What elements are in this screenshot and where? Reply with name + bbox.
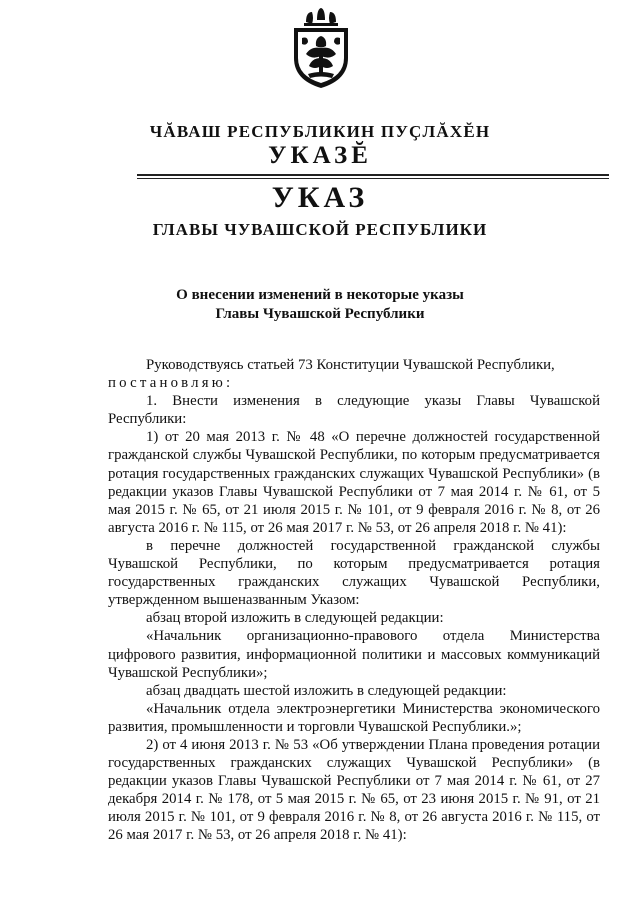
paragraph-quote-2: «Начальник отдела электроэнергетики Министерства экономического развития, промышленности и торговли Чувашской Республики.»; [108, 700, 600, 735]
header-chuvash-line2: УКАЗĔ [268, 142, 372, 169]
paragraph-amend-2: абзац второй изложить в следующей редакции: [146, 610, 444, 627]
paragraph-quote-1: «Начальник организационно-правового отдела Министерства цифрового развития, информационной политики и массовых коммуникаций Чувашской Республики»; [108, 628, 600, 681]
paragraph-preamble: Руководствуясь статьей 73 Конституции Чувашской Республики, [146, 357, 555, 373]
paragraph-amend-26: абзац двадцать шестой изложить в следующей редакции: [146, 682, 507, 699]
header-russian-line1: УКАЗ [271, 181, 369, 214]
header-chuvash-line1: ЧĂВАШ РЕСПУБЛИКИН ПУҪЛĂХĔН [149, 122, 491, 141]
paragraph-subitem-2: 2) от 4 июня 2013 г. № 53 «Об утверждении Плана проведения ротации государственных гражданских служащих Чувашской Республики» (в редакции указов Главы Чувашской Республики от 7 мая 2014 г. № 61, от 27 декабря 2014 г. № 178, от 5 мая 2015 г. № 65, от 23 июня 2015 г. № 91, от 21 июля 2015 г. № 101, от 9 февраля 2016 г. № 8, от 26 августа 2016 г. № 115, от 26 мая 2017 г. № 53, от 26 апреля 2018 г. № 41): [108, 736, 600, 844]
paragraph-list-intro: в перечне должностей государственной гражданской службы Чувашской Республики, по которым предусматривается ротация государственных гражданских служащих Чувашской Республики, утвержденном вышеназванным Указом: [108, 537, 600, 609]
paragraph-resolution: постановляю: [108, 375, 234, 392]
document-title-line1: О внесении изменений в некоторые указы [176, 287, 464, 303]
paragraph-subitem-1: 1) от 20 мая 2013 г. № 48 «О перечне должностей государственной гражданской службы Чувашской Республики, по которым предусматривается ротация государственных гражданских служащих Чувашской Республики» (в редакции указов Главы Чувашской Республики от 7 мая 2014 г. № 61, от 5 мая 2015 г. № 65, от 21 июля 2015 г. № 101, от 9 февраля 2016 г. № 8, от 26 августа 2016 г. № 115, от 26 мая 2017 г. № 53, от 26 апреля 2018 г. № 41): [108, 429, 600, 536]
paragraph-item-1: 1. Внести изменения в следующие указы Главы Чувашской Республики: [108, 393, 600, 428]
header-divider [137, 174, 609, 176]
document-title [0, 286, 640, 324]
document-body [108, 356, 600, 845]
header-russian-line2: ГЛАВЫ ЧУВАШСКОЙ РЕСПУБЛИКИ [152, 220, 488, 239]
header-divider-thin [137, 178, 609, 179]
document-title-line2: Главы Чувашской Республики [215, 306, 425, 322]
chuvash-coat-of-arms-icon [286, 8, 356, 90]
